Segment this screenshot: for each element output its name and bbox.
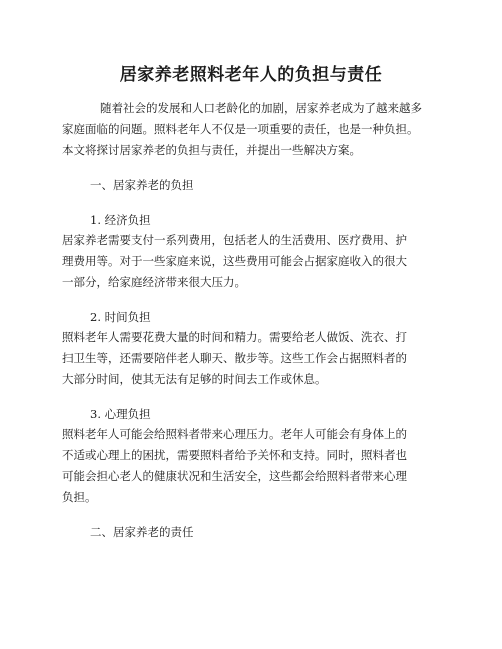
item-time-line-2: 扫卫生等，还需要陪伴老人聊天、散步等。这些工作会占据照料者的 xyxy=(62,351,407,365)
intro-line-1: 随着社会的发展和人口老龄化的加剧，居家养老成为了越来越多 xyxy=(100,101,422,115)
section-heading-responsibility: 二、居家养老的责任 xyxy=(90,525,194,539)
item-heading-economic: 1. 经济负担 xyxy=(90,213,151,227)
item-time-line-1: 照料老年人需要花费大量的时间和精力。需要给老人做饭、洗衣、打 xyxy=(62,330,407,344)
item-economic-line-3: 一部分，给家庭经济带来很大压力。 xyxy=(62,275,246,289)
item-economic-line-2: 理费用等。对于一些家庭来说，这些费用可能会占据家庭收入的很大 xyxy=(62,254,407,268)
item-heading-psychological: 3. 心理负担 xyxy=(90,407,151,421)
item-psychological-line-1: 照料老年人可能会给照料者带来心理压力。老年人可能会有身体上的 xyxy=(62,427,407,441)
intro-line-3: 本文将探讨居家养老的负担与责任，并提出一些解决方案。 xyxy=(62,143,361,157)
section-heading-burden: 一、居家养老的负担 xyxy=(90,178,194,192)
item-economic-line-1: 居家养老需要支付一系列费用，包括老人的生活费用、医疗费用、护 xyxy=(62,233,407,247)
intro-line-2: 家庭面临的问题。照料老年人不仅是一项重要的责任，也是一种负担。 xyxy=(62,122,419,136)
item-heading-time: 2. 时间负担 xyxy=(90,310,151,324)
item-psychological-line-4: 负担。 xyxy=(62,490,97,504)
item-time-line-3: 大部分时间，使其无法有足够的时间去工作或休息。 xyxy=(62,372,327,386)
item-psychological-line-3: 可能会担心老人的健康状况和生活安全，这些都会给照料者带来心理 xyxy=(62,469,407,483)
document-title: 居家养老照料老年人的负担与责任 xyxy=(119,65,383,85)
item-psychological-line-2: 不适或心理上的困扰，需要照料者给予关怀和支持。同时，照料者也 xyxy=(62,448,407,462)
